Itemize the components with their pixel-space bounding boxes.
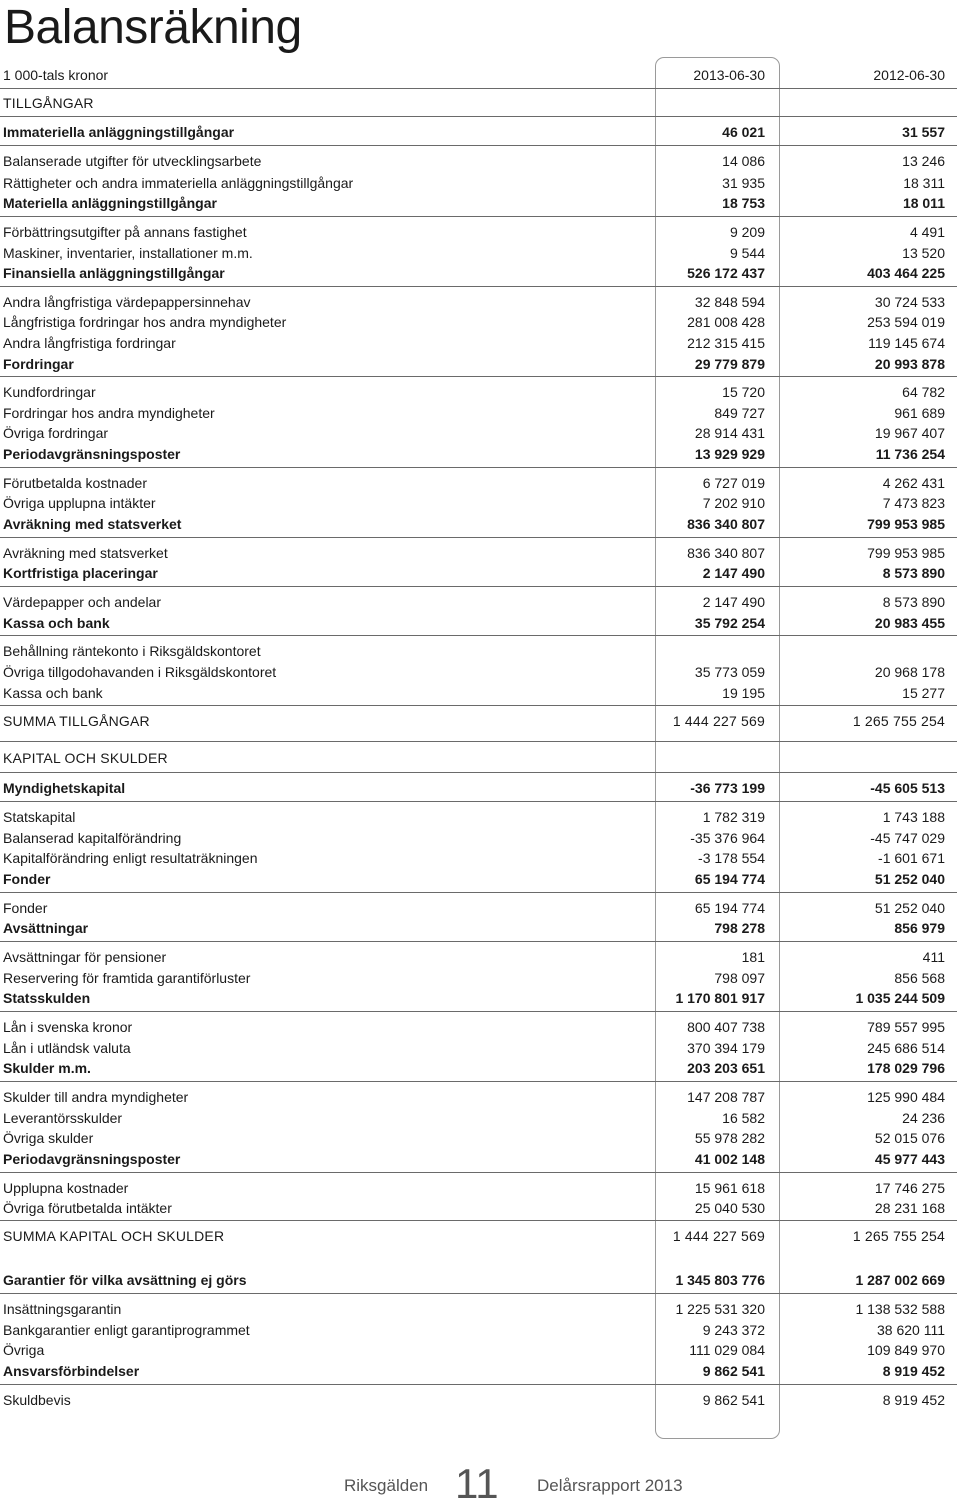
value-2012: 13 246 bbox=[902, 153, 945, 169]
value-2012: 253 594 019 bbox=[867, 314, 945, 330]
table-row bbox=[0, 122, 960, 142]
footer-report: Delårsrapport 2013 bbox=[537, 1476, 683, 1495]
value-2013: 28 914 431 bbox=[694, 425, 765, 441]
value-2013: 798 097 bbox=[714, 970, 765, 986]
row-label: Rättigheter och andra immateriella anläggningstillgångar bbox=[3, 175, 354, 191]
row-divider bbox=[0, 216, 957, 217]
value-2012: 18 011 bbox=[902, 195, 945, 211]
table-row bbox=[0, 312, 960, 332]
table-row bbox=[0, 1226, 960, 1246]
row-divider bbox=[0, 772, 957, 773]
table-row bbox=[0, 1087, 960, 1107]
value-2013: 15 961 618 bbox=[694, 1180, 765, 1196]
table-row bbox=[0, 683, 960, 703]
value-2013: 1 782 319 bbox=[702, 809, 765, 825]
value-2013: 65 194 774 bbox=[694, 900, 765, 916]
table-row bbox=[0, 1361, 960, 1381]
table-row bbox=[0, 807, 960, 827]
row-divider bbox=[0, 116, 957, 117]
row-label: Kassa och bank bbox=[3, 615, 110, 631]
row-label: Långfristiga fordringar hos andra myndigheter bbox=[3, 314, 287, 330]
value-2012: 411 bbox=[922, 949, 945, 965]
value-2013: 35 792 254 bbox=[694, 615, 765, 631]
value-2012: 31 557 bbox=[902, 124, 945, 140]
value-2013: 13 929 929 bbox=[694, 446, 765, 462]
value-2012: 17 746 275 bbox=[874, 1180, 945, 1196]
value-2013: 15 720 bbox=[722, 384, 765, 400]
value-2013: 1 170 801 917 bbox=[675, 990, 765, 1006]
row-label: Skulder m.m. bbox=[3, 1060, 91, 1076]
table-row bbox=[0, 968, 960, 988]
value-2012: 8 919 452 bbox=[882, 1392, 945, 1408]
table-row bbox=[0, 1017, 960, 1037]
table-row bbox=[0, 778, 960, 798]
value-2013: 836 340 807 bbox=[687, 545, 765, 561]
row-label: Materiella anläggningstillgångar bbox=[3, 195, 217, 211]
row-label: Förbättringsutgifter på annans fastighet bbox=[3, 224, 247, 240]
table-row bbox=[0, 473, 960, 493]
row-divider bbox=[0, 145, 957, 146]
value-2012: 20 983 455 bbox=[874, 615, 945, 631]
table-row bbox=[0, 592, 960, 612]
value-2013: 16 582 bbox=[722, 1110, 765, 1126]
row-label: Lån i utländsk valuta bbox=[3, 1040, 131, 1056]
value-2012: 109 849 970 bbox=[867, 1342, 945, 1358]
row-label: Statsskulden bbox=[3, 990, 91, 1006]
value-2013: 181 bbox=[741, 949, 765, 965]
row-label: Periodavgränsningsposter bbox=[3, 446, 181, 462]
value-2012: 20 968 178 bbox=[874, 664, 945, 680]
row-divider bbox=[0, 892, 957, 893]
row-label: Skulder till andra myndigheter bbox=[3, 1089, 189, 1105]
table-row bbox=[0, 988, 960, 1008]
row-label: Skuldbevis bbox=[3, 1392, 71, 1408]
value-2012: 403 464 225 bbox=[867, 265, 945, 281]
value-2012: 11 736 254 bbox=[875, 446, 945, 462]
table-row bbox=[0, 898, 960, 918]
row-divider bbox=[0, 537, 957, 538]
value-2012: 8 573 890 bbox=[882, 565, 945, 581]
row-label: SUMMA TILLGÅNGAR bbox=[3, 713, 150, 729]
row-label: Avsättningar bbox=[3, 920, 89, 936]
value-2013: 19 195 bbox=[722, 685, 765, 701]
value-2013: 32 848 594 bbox=[694, 294, 765, 310]
row-label: Fonder bbox=[3, 900, 48, 916]
row-divider bbox=[0, 1172, 957, 1173]
value-2013: 18 753 bbox=[722, 195, 765, 211]
row-label: Avsättningar för pensioner bbox=[3, 949, 167, 965]
row-divider bbox=[0, 376, 957, 377]
value-2012: 15 277 bbox=[902, 685, 945, 701]
row-label: Fordringar bbox=[3, 356, 74, 372]
row-label: Reservering för framtida garantiförluster bbox=[3, 970, 251, 986]
value-2012: 52 015 076 bbox=[874, 1130, 945, 1146]
value-2013: 9 209 bbox=[729, 224, 765, 240]
table-row bbox=[0, 613, 960, 633]
row-label: Fonder bbox=[3, 871, 51, 887]
table-row bbox=[0, 423, 960, 443]
value-2013: 1 345 803 776 bbox=[675, 1272, 765, 1288]
row-label: Statskapital bbox=[3, 809, 76, 825]
row-label: Leverantörsskulder bbox=[3, 1110, 123, 1126]
table-row bbox=[0, 403, 960, 423]
row-label: Övriga fordringar bbox=[3, 425, 109, 441]
column-header-2012: 2012-06-30 bbox=[873, 67, 945, 83]
value-2012: 1 287 002 669 bbox=[855, 1272, 945, 1288]
value-2013: 7 202 910 bbox=[702, 495, 765, 511]
table-row bbox=[0, 173, 960, 193]
row-label: Övriga upplupna intäkter bbox=[3, 495, 156, 511]
row-divider bbox=[0, 286, 957, 287]
row-divider bbox=[0, 1081, 957, 1082]
value-2013: 800 407 738 bbox=[687, 1019, 765, 1035]
row-label: Maskiner, inventarier, installationer m.m. bbox=[3, 245, 253, 261]
page-title: Balansräkning bbox=[4, 1, 302, 54]
row-label: Övriga bbox=[3, 1342, 45, 1358]
value-2012: -45 747 029 bbox=[870, 830, 945, 846]
row-label: Immateriella anläggningstillgångar bbox=[3, 124, 235, 140]
value-2012: 64 782 bbox=[902, 384, 945, 400]
value-2012: -1 601 671 bbox=[878, 850, 945, 866]
value-2012: -45 605 513 bbox=[870, 780, 945, 796]
value-2012: 178 029 796 bbox=[867, 1060, 945, 1076]
value-2013: 14 086 bbox=[722, 153, 765, 169]
table-row bbox=[0, 748, 960, 768]
row-divider bbox=[0, 635, 957, 636]
value-2013: 25 040 530 bbox=[694, 1200, 765, 1216]
value-2012: 8 919 452 bbox=[882, 1363, 945, 1379]
row-label: Övriga tillgodohavanden i Riksgäldskontoret bbox=[3, 664, 277, 680]
row-label: Avräkning med statsverket bbox=[3, 516, 182, 532]
table-row bbox=[0, 1178, 960, 1198]
row-label: Avräkning med statsverket bbox=[3, 545, 168, 561]
value-2013: 31 935 bbox=[722, 175, 765, 191]
value-2012: 856 979 bbox=[894, 920, 945, 936]
value-2012: 1 035 244 509 bbox=[855, 990, 945, 1006]
value-2013: 55 978 282 bbox=[694, 1130, 765, 1146]
value-2013: -36 773 199 bbox=[690, 780, 765, 796]
value-2013: 526 172 437 bbox=[687, 265, 765, 281]
row-divider bbox=[0, 705, 957, 706]
value-2013: 370 394 179 bbox=[687, 1040, 765, 1056]
row-label: KAPITAL OCH SKULDER bbox=[3, 750, 168, 766]
value-2013: 212 315 415 bbox=[687, 335, 765, 351]
value-2012: 20 993 878 bbox=[874, 356, 945, 372]
table-row bbox=[0, 1340, 960, 1360]
value-2012: 51 252 040 bbox=[874, 871, 945, 887]
table-row bbox=[0, 354, 960, 374]
row-divider bbox=[0, 1011, 957, 1012]
value-2012: 1 265 755 254 bbox=[852, 713, 945, 729]
table-row bbox=[0, 828, 960, 848]
value-2013: 6 727 019 bbox=[702, 475, 765, 491]
value-2012: 4 262 431 bbox=[882, 475, 945, 491]
row-label: Andra långfristiga värdepappersinnehav bbox=[3, 294, 251, 310]
value-2013: 29 779 879 bbox=[694, 356, 765, 372]
row-label: TILLGÅNGAR bbox=[3, 95, 94, 111]
row-label: Myndighetskapital bbox=[3, 780, 126, 796]
table-row bbox=[0, 333, 960, 353]
table-row bbox=[0, 662, 960, 682]
row-divider bbox=[0, 941, 957, 942]
table-row bbox=[0, 93, 960, 113]
value-2013: -35 376 964 bbox=[690, 830, 765, 846]
row-label: Lån i svenska kronor bbox=[3, 1019, 133, 1035]
value-2012: 856 568 bbox=[894, 970, 945, 986]
row-label: Förutbetalda kostnader bbox=[3, 475, 147, 491]
footer-org: Riksgälden bbox=[344, 1476, 429, 1495]
value-2012: 119 145 674 bbox=[868, 335, 945, 351]
value-2013: 1 444 227 569 bbox=[672, 713, 765, 729]
value-2012: 7 473 823 bbox=[882, 495, 945, 511]
value-2013: 41 002 148 bbox=[694, 1151, 765, 1167]
value-2012: 789 557 995 bbox=[867, 1019, 945, 1035]
value-2012: 1 743 188 bbox=[882, 809, 945, 825]
value-2013: 1 444 227 569 bbox=[672, 1228, 765, 1244]
value-2013: 35 773 059 bbox=[694, 664, 765, 680]
value-2012: 799 953 985 bbox=[867, 516, 945, 532]
value-2012: 45 977 443 bbox=[874, 1151, 945, 1167]
value-2013: 2 147 490 bbox=[702, 594, 765, 610]
value-2013: -3 178 554 bbox=[698, 850, 765, 866]
value-2013: 9 862 541 bbox=[702, 1392, 765, 1408]
table-row bbox=[0, 563, 960, 583]
table-row bbox=[0, 641, 960, 661]
table-row bbox=[0, 444, 960, 464]
value-2012: 30 724 533 bbox=[874, 294, 945, 310]
value-2013: 1 225 531 320 bbox=[675, 1301, 765, 1317]
row-divider bbox=[0, 467, 957, 468]
value-2012: 1 265 755 254 bbox=[852, 1228, 945, 1244]
value-2013: 9 862 541 bbox=[702, 1363, 765, 1379]
row-label: Periodavgränsningsposter bbox=[3, 1151, 181, 1167]
table-row bbox=[0, 1198, 960, 1218]
table-row bbox=[0, 382, 960, 402]
value-2012: 4 491 bbox=[909, 224, 945, 240]
table-row bbox=[0, 1320, 960, 1340]
table-row bbox=[0, 869, 960, 889]
row-divider bbox=[0, 88, 957, 89]
page-footer bbox=[0, 1460, 960, 1507]
row-divider bbox=[0, 801, 957, 802]
row-label: Bankgarantier enligt garantiprogrammet bbox=[3, 1322, 250, 1338]
value-2012: 961 689 bbox=[894, 405, 945, 421]
value-2013: 2 147 490 bbox=[702, 565, 765, 581]
table-row bbox=[0, 1108, 960, 1128]
row-divider bbox=[0, 1220, 957, 1221]
table-row bbox=[0, 1299, 960, 1319]
row-label: Kundfordringar bbox=[3, 384, 96, 400]
row-label: Övriga förutbetalda intäkter bbox=[3, 1200, 172, 1216]
row-label: Kassa och bank bbox=[3, 685, 103, 701]
table-row bbox=[0, 1270, 960, 1290]
table-row bbox=[0, 222, 960, 242]
row-label: Övriga skulder bbox=[3, 1130, 94, 1146]
table-row bbox=[0, 1128, 960, 1148]
value-2013: 281 008 428 bbox=[687, 314, 765, 330]
row-divider bbox=[0, 586, 957, 587]
value-2012: 799 953 985 bbox=[867, 545, 945, 561]
row-label: SUMMA KAPITAL OCH SKULDER bbox=[3, 1228, 225, 1244]
row-label: Finansiella anläggningstillgångar bbox=[3, 265, 225, 281]
table-row bbox=[0, 1038, 960, 1058]
value-2013: 111 029 084 bbox=[689, 1342, 765, 1358]
value-2013: 9 243 372 bbox=[702, 1322, 765, 1338]
row-label: Insättningsgarantin bbox=[3, 1301, 122, 1317]
value-2013: 9 544 bbox=[729, 245, 765, 261]
row-label: Garantier för vilka avsättning ej görs bbox=[3, 1272, 247, 1288]
table-row bbox=[0, 918, 960, 938]
table-row bbox=[0, 848, 960, 868]
value-2012: 1 138 532 588 bbox=[855, 1301, 945, 1317]
row-label: Fordringar hos andra myndigheter bbox=[3, 405, 215, 421]
value-2012: 245 686 514 bbox=[867, 1040, 945, 1056]
table-header bbox=[0, 65, 960, 85]
table-row bbox=[0, 493, 960, 513]
value-2012: 8 573 890 bbox=[882, 594, 945, 610]
value-2012: 125 990 484 bbox=[867, 1089, 945, 1105]
value-2013: 849 727 bbox=[714, 405, 765, 421]
value-2013: 203 203 651 bbox=[687, 1060, 765, 1076]
value-2012: 51 252 040 bbox=[874, 900, 945, 916]
row-label: Behållning räntekonto i Riksgäldskontoret bbox=[3, 643, 261, 659]
value-2013: 147 208 787 bbox=[687, 1089, 765, 1105]
table-row bbox=[0, 193, 960, 213]
row-label: Balanserade utgifter för utvecklingsarbete bbox=[3, 153, 262, 169]
value-2013: 798 278 bbox=[714, 920, 765, 936]
table-row bbox=[0, 543, 960, 563]
table-row bbox=[0, 1149, 960, 1169]
value-2012: 38 620 111 bbox=[877, 1322, 945, 1338]
unit-label: 1 000-tals kronor bbox=[3, 67, 109, 83]
row-divider bbox=[0, 1384, 957, 1385]
page-number: 11 bbox=[455, 1460, 499, 1507]
value-2013: 46 021 bbox=[722, 124, 765, 140]
value-2013: 65 194 774 bbox=[694, 871, 765, 887]
value-2012: 13 520 bbox=[902, 245, 945, 261]
value-2012: 24 236 bbox=[902, 1110, 945, 1126]
row-divider bbox=[0, 1293, 957, 1294]
table-row bbox=[0, 243, 960, 263]
table-row bbox=[0, 151, 960, 171]
table-row bbox=[0, 263, 960, 283]
table-row bbox=[0, 292, 960, 312]
row-label: Andra långfristiga fordringar bbox=[3, 335, 176, 351]
value-2012: 18 311 bbox=[903, 175, 945, 191]
value-2012: 19 967 407 bbox=[874, 425, 945, 441]
table-row bbox=[0, 1390, 960, 1410]
value-2013: 836 340 807 bbox=[687, 516, 765, 532]
row-divider bbox=[0, 741, 957, 742]
table-row bbox=[0, 514, 960, 534]
row-label: Kortfristiga placeringar bbox=[3, 565, 158, 581]
row-label: Ansvarsförbindelser bbox=[3, 1363, 140, 1379]
column-header-2013: 2013-06-30 bbox=[693, 67, 765, 83]
row-label: Balanserad kapitalförändring bbox=[3, 830, 182, 846]
row-label: Kapitalförändring enligt resultaträkningen bbox=[3, 850, 258, 866]
value-2012: 28 231 168 bbox=[874, 1200, 945, 1216]
row-label: Upplupna kostnader bbox=[3, 1180, 129, 1196]
table-row bbox=[0, 947, 960, 967]
table-row bbox=[0, 1058, 960, 1078]
row-label: Värdepapper och andelar bbox=[3, 594, 162, 610]
table-row bbox=[0, 711, 960, 731]
